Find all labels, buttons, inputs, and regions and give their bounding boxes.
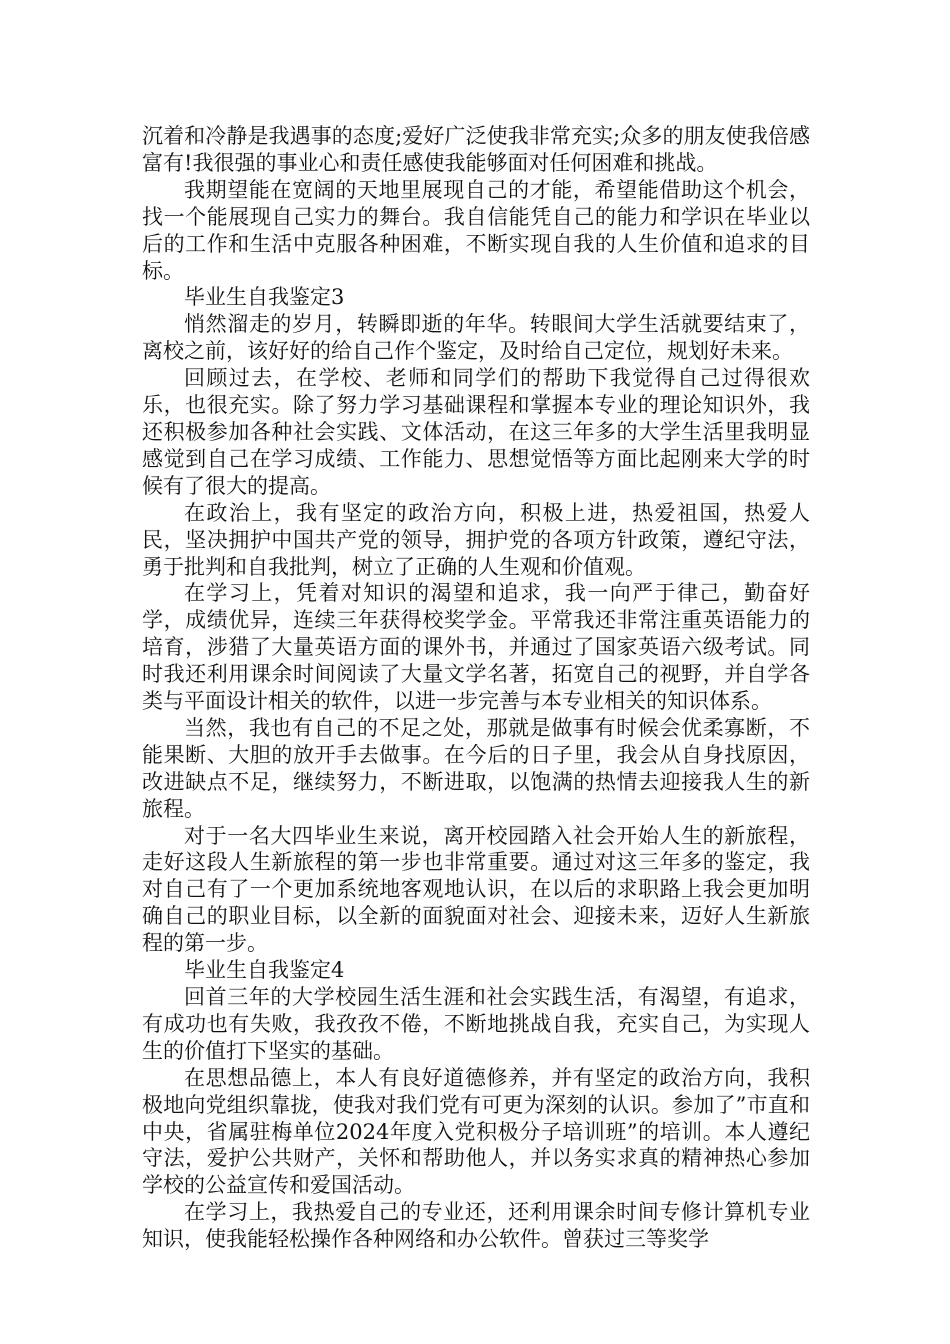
section-heading: 毕业生自我鉴定3: [184, 285, 345, 310]
paragraph: 在学习上，凭着对知识的渴望和追求，我一向严于律己，勤奋好学，成绩优异，连续三年获得校奖学金。平常我还非常注重英语能力的培育，涉猎了大量英语方面的课外书，并通过了国家英语六级考试。同时我还利用课余时间阅读了大量文学名著，拓宽自己的视野，并自学各类与平面设计相关的软件，以进一步完善与本专业相关的知识体系。: [142, 581, 810, 714]
section-heading: 毕业生自我鉴定4: [184, 958, 345, 983]
paragraph: 在政治上，我有坚定的政治方向，积极上进，热爱祖国，热爱人民，坚决拥护中国共产党的领导，拥护党的各项方针政策，遵纪守法，勇于批判和自我批判，树立了正确的人生观和价值观。: [142, 500, 810, 579]
paragraph: 在学习上，我热爱自己的专业还，还利用课余时间专修计算机专业知识，使我能轻松操作各种网络和办公软件。曾获过三等奖学: [142, 1200, 810, 1252]
paragraph: 当然，我也有自己的不足之处，那就是做事有时候会优柔寡断，不能果断、大胆的放开手去做事。在今后的日子里，我会从自身找原因，改进缺点不足，继续努力，不断进取，以饱满的热情去迎接我人生的新旅程。: [142, 715, 810, 821]
paragraph: 悄然溜走的岁月，转瞬即逝的年华。转眼间大学生活就要结束了，离校之前，该好好的给自己作个鉴定，及时给自己定位，规划好未来。: [142, 312, 810, 364]
paragraph: 对于一名大四毕业生来说，离开校园踏入社会开始人生的新旅程，走好这段人生新旅程的第一步也非常重要。通过对这三年多的鉴定，我对自己有了一个更加系统地客观地认识，在以后的求职路上我会更加明确自己的职业目标，以全新的面貌面对社会、迎接未来，迈好人生新旅程的第一步。: [142, 823, 810, 956]
paragraph: 在思想品德上，本人有良好道德修养，并有坚定的政治方向，我积极地向党组织靠拢，使我对我们党有可更为深刻的认识。参加了”市直和中央，省属驻梅单位2024年度入党积极分子培训班”的培训。本人遵纪守法，爱护公共财产，关怀和帮助他人，并以务实求真的精神热心参加学校的公益宣传和爱国活动。: [142, 1065, 810, 1198]
document-page: [142, 123, 810, 1253]
paragraph: 沉着和冷静是我遇事的态度;爱好广泛使我非常充实;众多的朋友使我倍感富有!我很强的事业心和责任感使我能够面对任何困难和挑战。: [142, 124, 810, 175]
paragraph: 我期望能在宽阔的天地里展现自己的才能，希望能借助这个机会，找一个能展现自己实力的舞台。我自信能凭自己的能力和学识在毕业以后的工作和生活中克服各种困难，不断实现自我的人生价值和追求的目标。: [142, 177, 810, 283]
paragraph: 回顾过去，在学校、老师和同学们的帮助下我觉得自己过得很欢乐，也很充实。除了努力学习基础课程和掌握本专业的理论知识外，我还积极参加各种社会实践、文体活动，在这三年多的大学生活里我明显感觉到自己在学习成绩、工作能力、思想觉悟等方面比起刚来大学的时候有了很大的提高。: [142, 366, 810, 498]
paragraph: 回首三年的大学校园生活生涯和社会实践生活，有渴望，有追求，有成功也有失败，我孜孜不倦，不断地挑战自我，充实自己，为实现人生的价值打下坚实的基础。: [142, 985, 810, 1063]
